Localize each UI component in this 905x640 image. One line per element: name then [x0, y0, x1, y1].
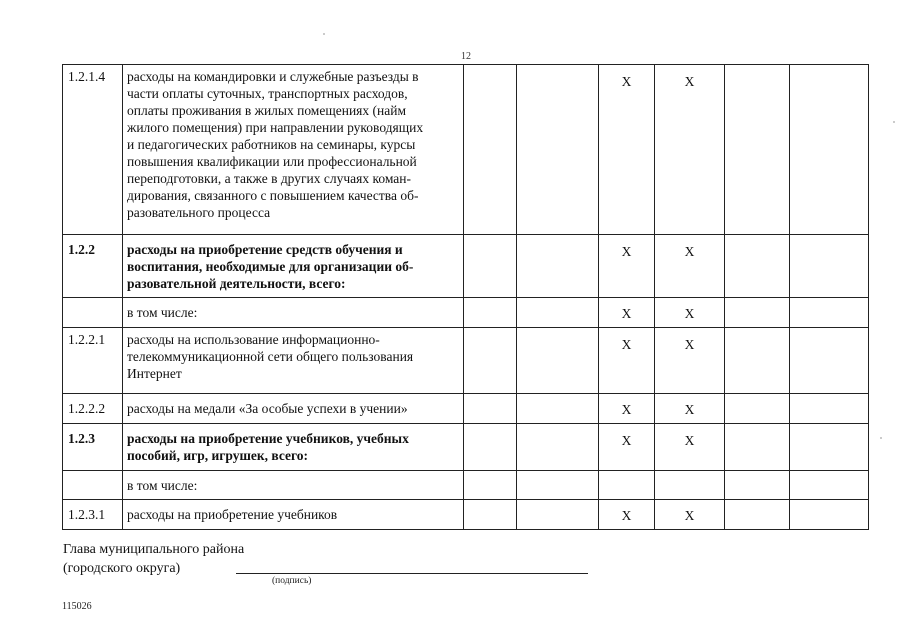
x-mark: X	[655, 65, 725, 235]
row-cell	[725, 471, 790, 500]
row-cell	[517, 298, 599, 328]
table-row	[63, 471, 869, 500]
x-mark: X	[599, 328, 655, 394]
row-cell	[517, 65, 599, 235]
row-code	[63, 471, 123, 500]
row-cell	[517, 500, 599, 530]
x-mark: X	[599, 235, 655, 298]
x-mark: X	[599, 65, 655, 235]
row-code	[63, 298, 123, 328]
row-description: в том числе:	[123, 471, 464, 500]
description-text: расходы на приобретение учебников, учебных пособий, игр, игрушек, всего:	[127, 431, 409, 463]
row-description	[123, 235, 464, 298]
x-mark: X	[655, 235, 725, 298]
row-cell	[464, 394, 517, 424]
description-text: расходы на приобретение средств обучения и воспитания, необходимые для организации об- разовательной деятельности, всего:	[127, 242, 414, 291]
row-cell	[725, 424, 790, 471]
row-cell	[464, 471, 517, 500]
document-code: 115026	[62, 601, 92, 612]
row-cell	[790, 235, 869, 298]
signature-title-line1: Глава муниципального района	[63, 542, 245, 557]
description-text: расходы на командировки и служебные разъезды в части оплаты суточных, транспортных расходов, оплаты проживания в жилых помещениях (найм жилого помещения) при направлении руководящих и педагогических работников на семинары, курсы повышения квалификации или профессиональной переподготовки, а также в других случаях коман- дирования, связанного с повышением качества об- разовательного процесса	[127, 69, 424, 220]
row-code: 1.2.2	[63, 235, 123, 298]
table-body	[63, 65, 869, 530]
row-cell	[790, 394, 869, 424]
signature-caption: (подпись)	[272, 576, 312, 586]
table-row	[63, 394, 869, 424]
row-cell	[464, 235, 517, 298]
expense-table	[62, 64, 869, 530]
table-row	[63, 235, 869, 298]
row-cell	[790, 328, 869, 394]
row-code: 1.2.3.1	[63, 500, 123, 530]
x-mark: X	[599, 424, 655, 471]
x-mark: X	[655, 394, 725, 424]
row-cell	[655, 471, 725, 500]
row-code: 1.2.2.1	[63, 328, 123, 394]
row-description: расходы на приобретение учебников	[123, 500, 464, 530]
scan-speck	[880, 437, 882, 439]
row-description: расходы на медали «За особые успехи в учении»	[123, 394, 464, 424]
scan-speck	[323, 33, 325, 35]
table-row	[63, 500, 869, 530]
row-cell	[725, 298, 790, 328]
description-text: расходы на использование информационно- телекоммуникационной сети общего пользования Интернет	[127, 332, 414, 381]
row-description	[123, 424, 464, 471]
x-mark: X	[599, 394, 655, 424]
signature-title-line2: (городского округа)	[63, 561, 181, 576]
row-cell	[517, 328, 599, 394]
x-mark: X	[655, 500, 725, 530]
table-row	[63, 424, 869, 471]
row-cell	[517, 424, 599, 471]
x-mark: X	[599, 298, 655, 328]
x-mark: X	[655, 298, 725, 328]
row-cell	[599, 471, 655, 500]
table-row	[63, 298, 869, 328]
row-description	[123, 65, 464, 235]
row-description: в том числе:	[123, 298, 464, 328]
table-row	[63, 328, 869, 394]
row-cell	[725, 65, 790, 235]
row-code: 1.2.1.4	[63, 65, 123, 235]
row-cell	[725, 328, 790, 394]
row-cell	[464, 298, 517, 328]
signature-block	[63, 540, 244, 578]
row-cell	[725, 235, 790, 298]
row-code: 1.2.3	[63, 424, 123, 471]
x-mark: X	[655, 328, 725, 394]
row-cell	[464, 65, 517, 235]
x-mark: X	[655, 424, 725, 471]
row-cell	[725, 394, 790, 424]
row-cell	[464, 424, 517, 471]
row-cell	[517, 235, 599, 298]
row-cell	[790, 471, 869, 500]
row-cell	[517, 394, 599, 424]
x-mark: X	[599, 500, 655, 530]
row-cell	[790, 298, 869, 328]
row-cell	[790, 500, 869, 530]
row-cell	[790, 65, 869, 235]
row-cell	[464, 328, 517, 394]
row-description	[123, 328, 464, 394]
row-cell	[725, 500, 790, 530]
signature-line	[236, 573, 588, 574]
row-code: 1.2.2.2	[63, 394, 123, 424]
row-cell	[790, 424, 869, 471]
page-number: 12	[461, 51, 471, 62]
row-cell	[464, 500, 517, 530]
row-cell	[517, 471, 599, 500]
table-row	[63, 65, 869, 235]
scan-speck	[893, 121, 895, 123]
